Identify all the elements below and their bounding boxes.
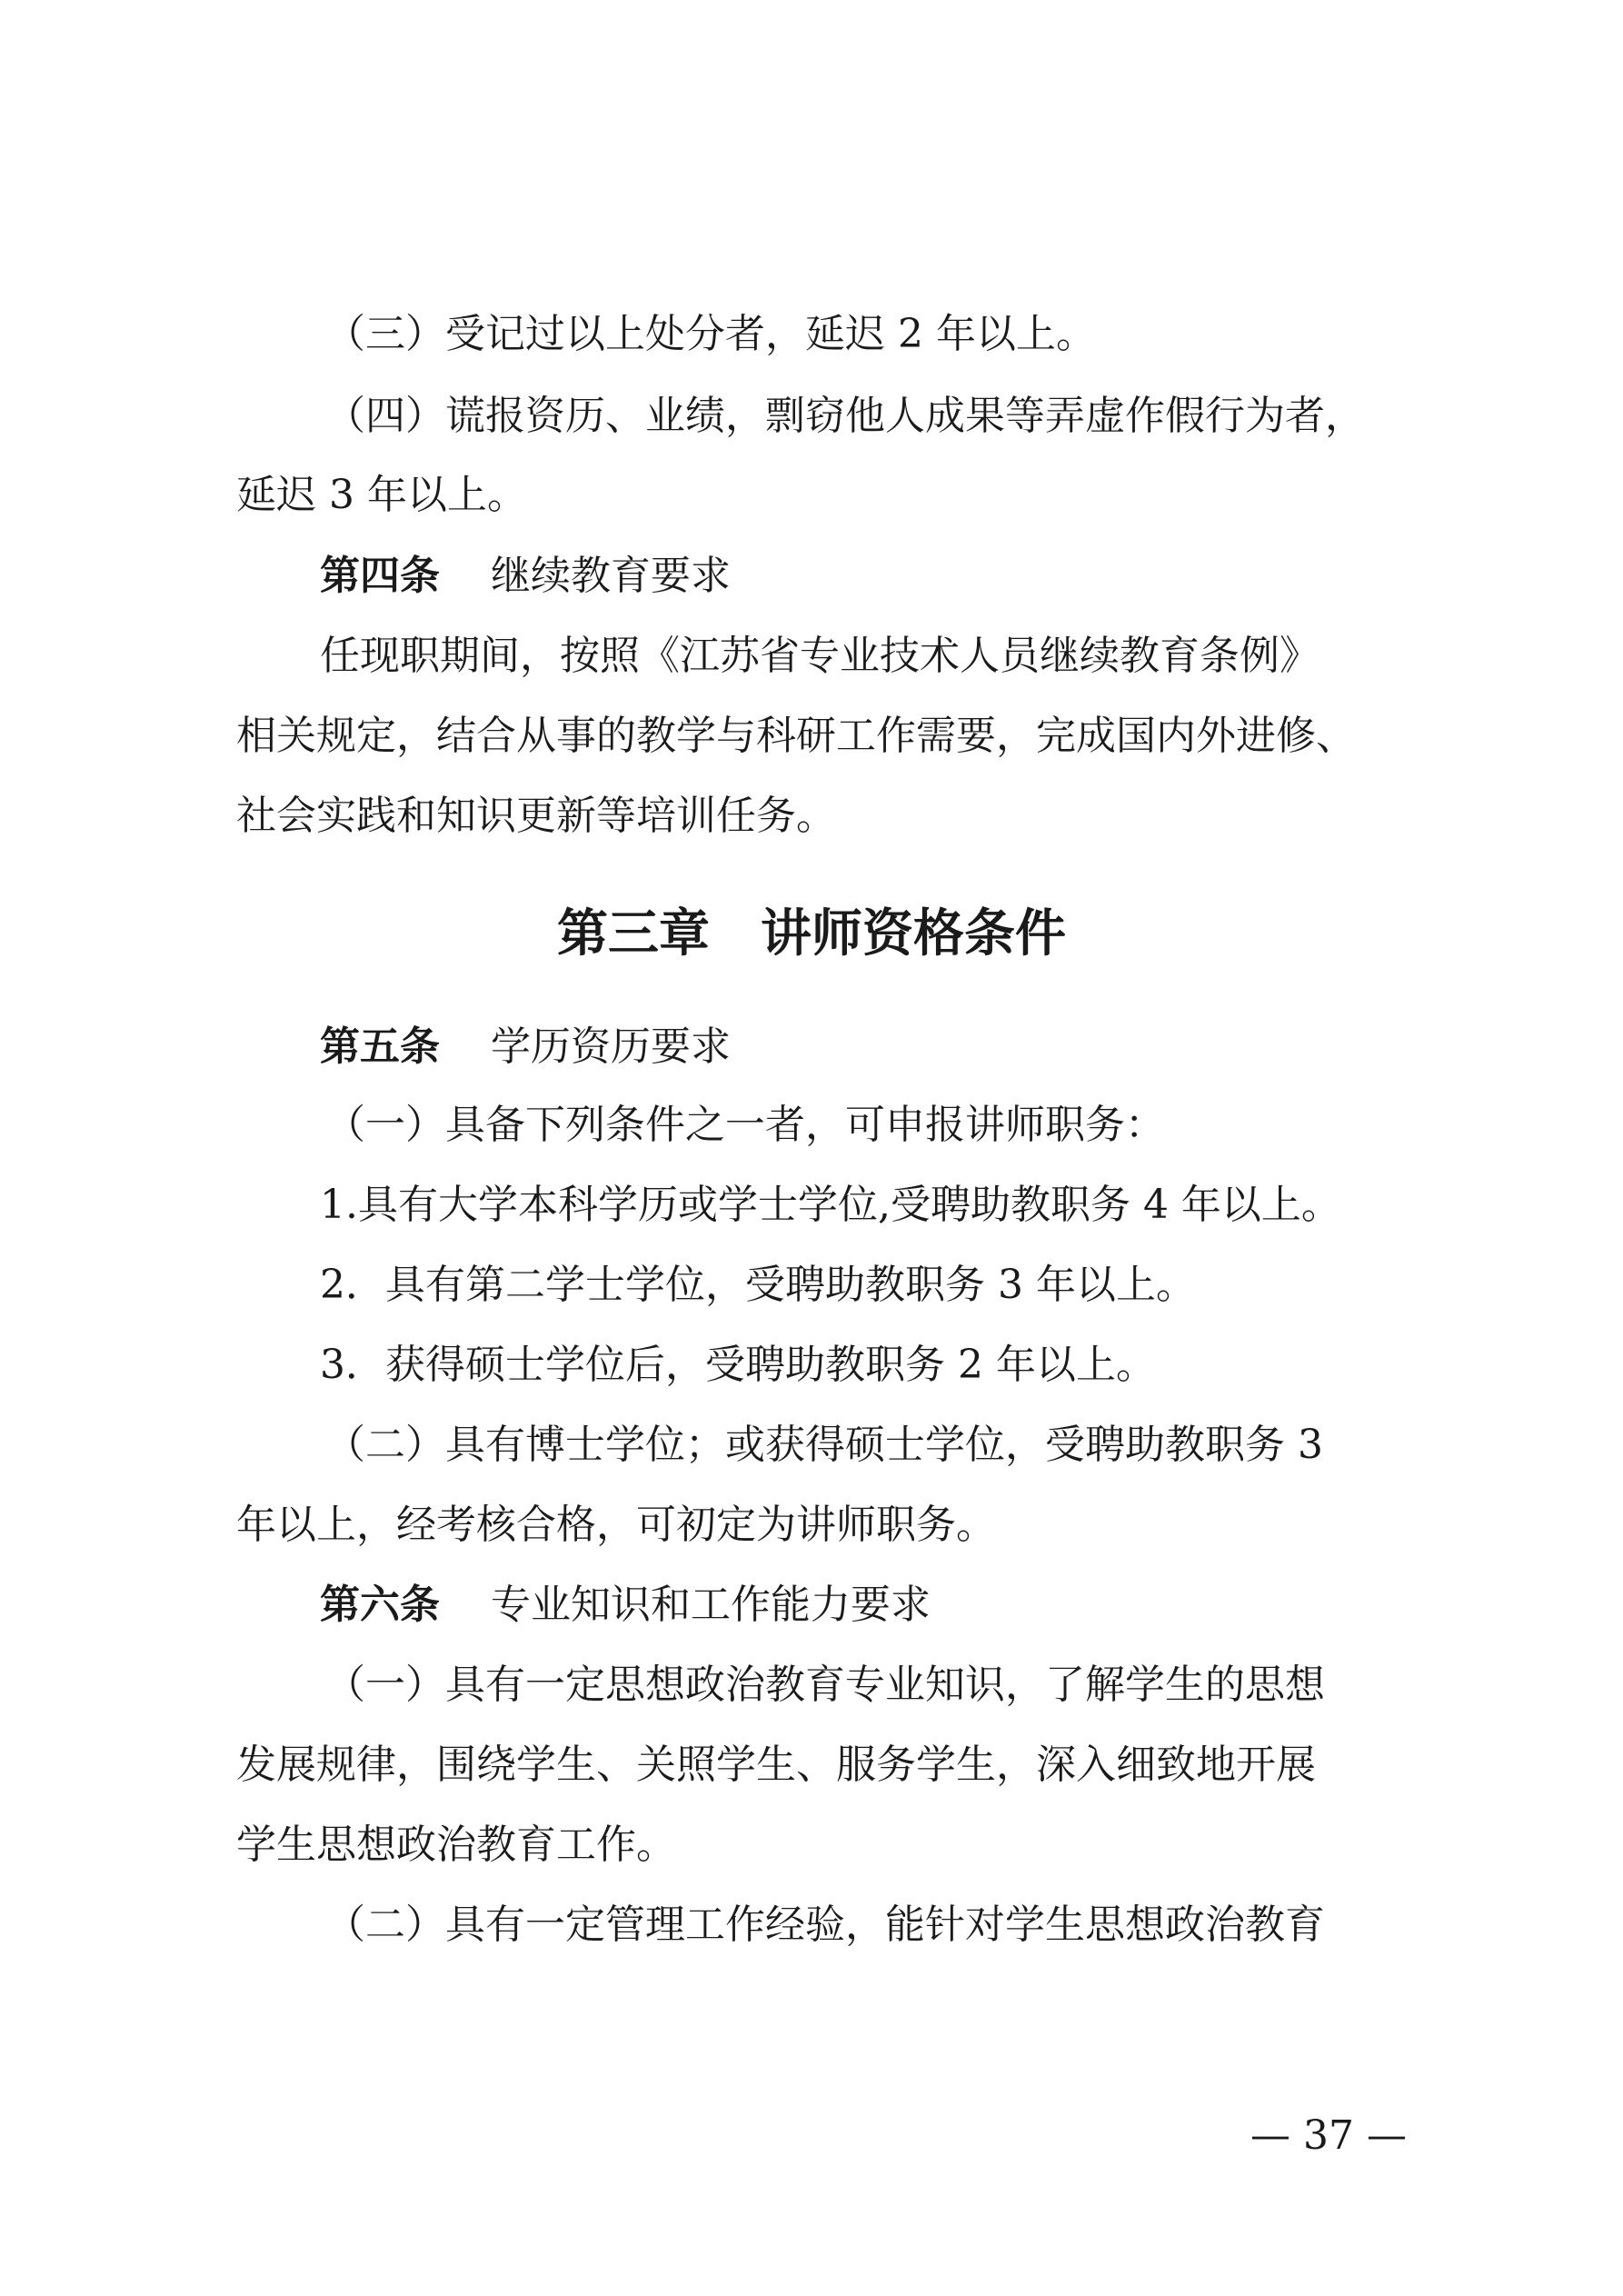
article-heading bbox=[320, 1578, 931, 1632]
article-name: 学历资历要求 bbox=[491, 1023, 731, 1070]
paragraph-line: （三）受记过以上处分者，延迟 2 年以上。 bbox=[325, 311, 1096, 357]
paragraph-line: （二）具有一定管理工作经验，能针对学生思想政治教育 bbox=[325, 1902, 1325, 1948]
paragraph-line: 发展规律，围绕学生、关照学生、服务学生，深入细致地开展 bbox=[236, 1742, 1316, 1788]
article-name: 继续教育要求 bbox=[491, 553, 731, 599]
article-heading bbox=[320, 549, 731, 604]
paragraph-line: 年以上，经考核合格，可初定为讲师职务。 bbox=[236, 1502, 996, 1548]
paragraph-line: （二）具有博士学位；或获得硕士学位，受聘助教职务 3 bbox=[325, 1422, 1323, 1468]
chapter-title: 第三章 讲师资格条件 bbox=[557, 903, 1066, 963]
paragraph-line: 社会实践和知识更新等培训任务。 bbox=[236, 793, 836, 839]
paragraph-line: 1.具有大学本科学历或学士学位,受聘助教职务 4 年以上。 bbox=[320, 1182, 1341, 1228]
article-heading bbox=[320, 1020, 731, 1074]
paragraph-line: 学生思想政治教育工作。 bbox=[236, 1822, 676, 1868]
paragraph-line: （一）具备下列条件之一者，可申报讲师职务： bbox=[325, 1102, 1165, 1148]
paragraph-line: 任现职期间，按照《江苏省专业技术人员继续教育条例》 bbox=[320, 633, 1319, 679]
article-name: 专业知识和工作能力要求 bbox=[491, 1582, 931, 1628]
paragraph-line: 相关规定，结合从事的教学与科研工作需要，完成国内外进修、 bbox=[236, 713, 1356, 759]
page-number: — 37 — bbox=[1250, 2112, 1407, 2159]
paragraph-line: 2．具有第二学士学位，受聘助教职务 3 年以上。 bbox=[320, 1262, 1196, 1308]
article-number: 第五条 bbox=[320, 1023, 440, 1070]
paragraph-line: 3．获得硕士学位后，受聘助教职务 2 年以上。 bbox=[320, 1342, 1156, 1388]
paragraph-line: （四）谎报资历、业绩，剽窃他人成果等弄虚作假行为者， bbox=[325, 393, 1365, 439]
paragraph-line: 延迟 3 年以上。 bbox=[236, 472, 527, 518]
paragraph-line: （一）具有一定思想政治教育专业知识，了解学生的思想 bbox=[325, 1662, 1325, 1708]
article-number: 第六条 bbox=[320, 1582, 440, 1628]
article-number: 第四条 bbox=[320, 553, 440, 599]
